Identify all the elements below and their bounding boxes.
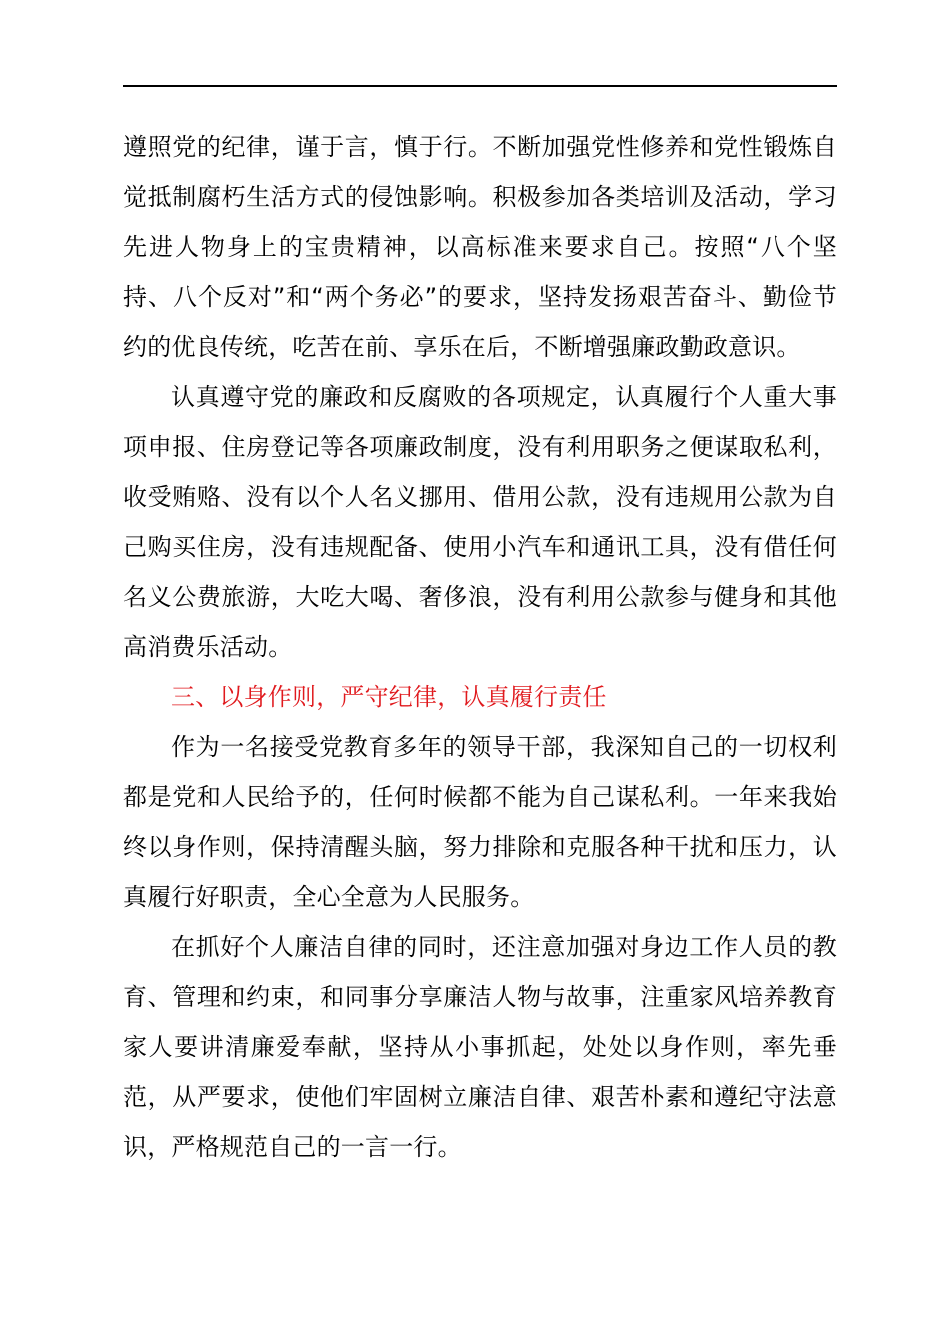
paragraph-lead-by-example: 作为一名接受党教育多年的领导干部，我深知自己的一切权利都是党和人民给予的，任何时候都不能为自己谋私利。一年来我始终以身作则，保持清醒头脑，努力排除和克服各种干扰和压力，认真履行好职责，全心全意为人民服务。 [123, 733, 837, 911]
header-rule [123, 85, 837, 87]
section-heading: 三、以身作则，严守纪律，认真履行责任 [171, 683, 607, 711]
document-body [123, 122, 837, 1172]
paragraph-integrity-rules: 认真遵守党的廉政和反腐败的各项规定，认真履行个人重大事项申报、住房登记等各项廉政制度，没有利用职务之便谋取私利，收受贿赂、没有以个人名义挪用、借用公款，没有违规用公款为自己购买住房，没有违规配备、使用小汽车和通讯工具，没有借任何名义公费旅游，大吃大喝、奢侈浪，没有利用公款参与健身和其他高消费乐活动。 [123, 383, 837, 661]
paragraph-continuation: 遵照党的纪律，谨于言，慎于行。不断加强党性修养和党性锻炼自觉抵制腐朽生活方式的侵蚀影响。积极参加各类培训及活动，学习先进人物身上的宝贵精神，以高标准来要求自己。按照“八个坚持、八个反对”和“两个务必”的要求，坚持发扬艰苦奋斗、勤俭节约的优良传统，吃苦在前、享乐在后，不断增强廉政勤政意识。 [123, 133, 837, 361]
paragraph-staff-education: 在抓好个人廉洁自律的同时，还注意加强对身边工作人员的教育、管理和约束，和同事分享廉洁人物与故事，注重家风培养教育家人要讲清廉爱奉献，坚持从小事抓起，处处以身作则，率先垂范，从严要求，使他们牢固树立廉洁自律、艰苦朴素和遵纪守法意识，严格规范自己的一言一行。 [123, 933, 837, 1161]
